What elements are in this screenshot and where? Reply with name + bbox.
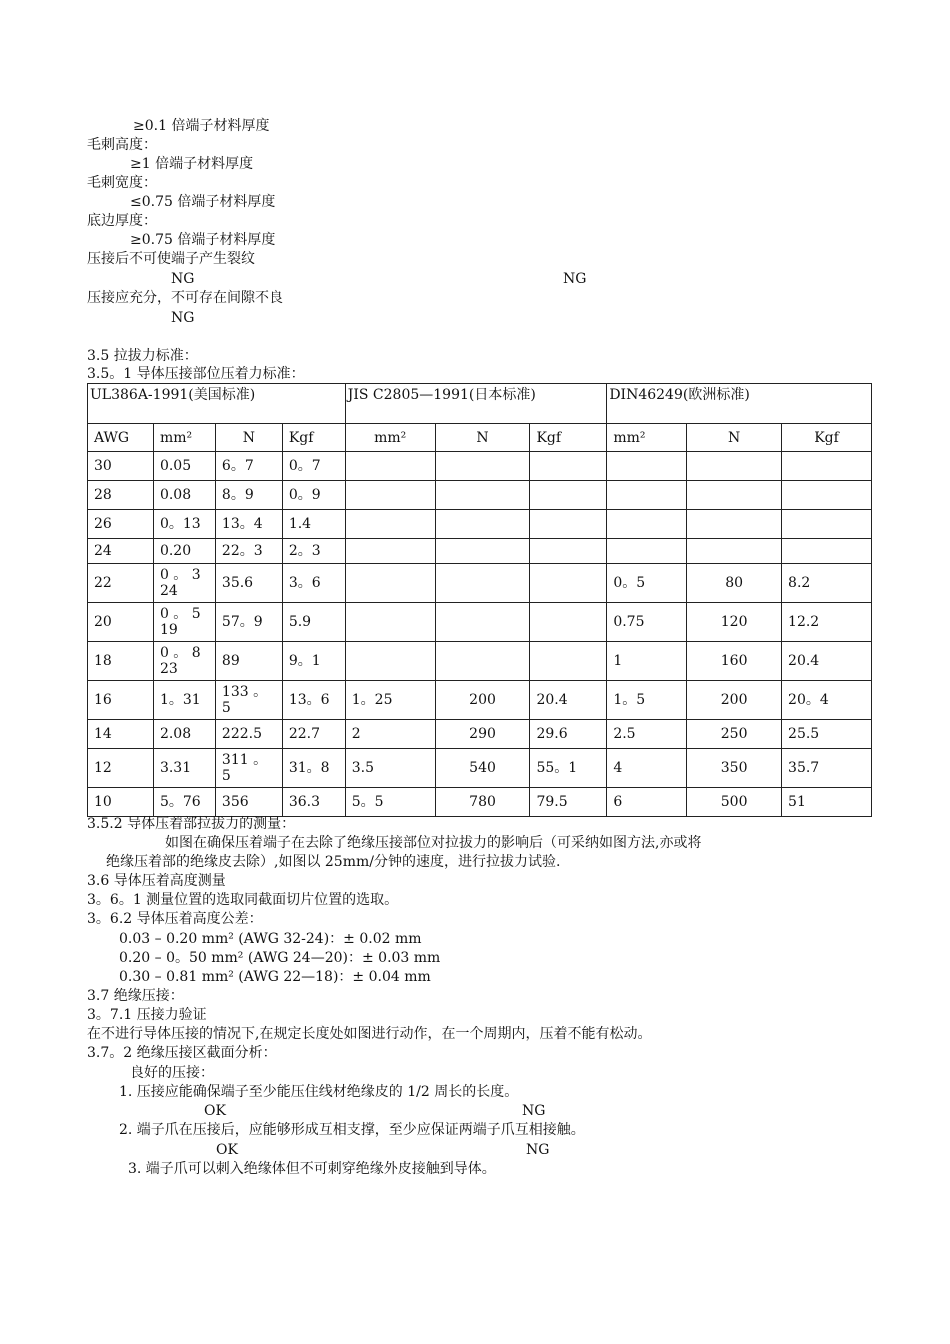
table-cell: 14 — [88, 720, 154, 749]
text-line: 在不进行导体压接的情况下,在规定长度处如图进行动作，在一个周期内，压着不能有松动。 — [87, 1026, 652, 1042]
text-line: ≥0.1 倍端子材料厚度 — [133, 118, 270, 134]
text-line: ≥0.75 倍端子材料厚度 — [130, 232, 276, 248]
table-cell — [782, 510, 872, 539]
table-cell: 3.31 — [153, 749, 215, 788]
table-cell: 20.4 — [530, 681, 607, 720]
column-header: N — [215, 424, 282, 452]
text-line: 压接应充分，不可存在间隙不良 — [87, 290, 283, 306]
table-cell: 500 — [687, 788, 782, 817]
table-cell: 1.4 — [282, 510, 345, 539]
column-header: AWG — [88, 424, 154, 452]
ng-label: NG — [563, 271, 587, 287]
table-cell: 35.6 — [215, 564, 282, 603]
table-cell: 0。5 — [607, 564, 687, 603]
section-heading: 3.6 导体压着高度测量 — [87, 873, 226, 889]
column-header: Kgf — [782, 424, 872, 452]
text-line: 底边厚度： — [87, 213, 157, 229]
table-cell: 1。5 — [607, 681, 687, 720]
table-cell — [435, 603, 530, 642]
table-cell — [782, 452, 872, 481]
list-item: 2. 端子爪在压接后，应能够形成互相支撑，至少应保证两端子爪互相接触。 — [119, 1122, 585, 1138]
table-cell: 200 — [687, 681, 782, 720]
table-cell — [607, 481, 687, 510]
table-cell: 57。9 — [215, 603, 282, 642]
table-cell: 4 — [607, 749, 687, 788]
table-cell: 16 — [88, 681, 154, 720]
table-cell — [687, 481, 782, 510]
table-cell — [345, 564, 435, 603]
standards-row — [88, 384, 872, 424]
header-row — [88, 424, 872, 452]
table-cell: 250 — [687, 720, 782, 749]
column-header: mm² — [153, 424, 215, 452]
table-cell: 22.7 — [282, 720, 345, 749]
table-cell: 0.05 — [153, 452, 215, 481]
list-item: 3. 端子爪可以刺入绝缘体但不可刺穿绝缘外皮接触到导体。 — [128, 1161, 496, 1177]
ng-label: NG — [526, 1142, 550, 1158]
text-line: 良好的压接： — [130, 1065, 214, 1081]
pull-force-table — [87, 383, 872, 817]
table-cell: 1。31 — [153, 681, 215, 720]
table-cell — [345, 452, 435, 481]
ng-label: NG — [171, 271, 195, 287]
table-cell: 160 — [687, 642, 782, 681]
table-cell: 12.2 — [782, 603, 872, 642]
tolerance-line: 0.03 – 0.20 mm² (AWG 32-24)：± 0.02 mm — [119, 931, 422, 947]
table-cell — [607, 510, 687, 539]
table-cell: 12 — [88, 749, 154, 788]
standard-din: DIN46249(欧洲标准) — [607, 384, 872, 424]
standard-ul: UL386A-1991(美国标准) — [88, 384, 346, 424]
table-cell: 0 。 324 — [153, 564, 215, 603]
table-cell: 2。3 — [282, 539, 345, 564]
table-cell: 13。4 — [215, 510, 282, 539]
table-cell: 25.5 — [782, 720, 872, 749]
table-cell — [607, 452, 687, 481]
table-row — [88, 510, 872, 539]
table-cell: 2.5 — [607, 720, 687, 749]
table-cell: 9。1 — [282, 642, 345, 681]
table-cell: 2 — [345, 720, 435, 749]
section-heading: 3.5。1 导体压接部位压着力标准： — [87, 366, 305, 382]
table-cell: 3。6 — [282, 564, 345, 603]
table-row — [88, 603, 872, 642]
table-cell: 55。1 — [530, 749, 607, 788]
table-cell: 5。5 — [345, 788, 435, 817]
table-cell: 6 — [607, 788, 687, 817]
table-cell — [345, 481, 435, 510]
table-cell — [345, 603, 435, 642]
table-cell: 28 — [88, 481, 154, 510]
column-header: mm² — [607, 424, 687, 452]
text-line: 毛刺宽度： — [87, 175, 157, 191]
text-line: 毛刺高度： — [87, 137, 157, 153]
table-cell: 0 。 823 — [153, 642, 215, 681]
table-cell — [782, 481, 872, 510]
table-cell: 8。9 — [215, 481, 282, 510]
table-cell — [435, 642, 530, 681]
table-cell — [530, 564, 607, 603]
table-cell — [345, 510, 435, 539]
table-cell: 31。8 — [282, 749, 345, 788]
text-line: 3。6。1 测量位置的选取同截面切片位置的选取。 — [87, 892, 399, 908]
ng-label: NG — [522, 1103, 546, 1119]
table-row — [88, 539, 872, 564]
table-cell — [435, 481, 530, 510]
table-cell — [607, 539, 687, 564]
table-cell: 780 — [435, 788, 530, 817]
ok-label: OK — [216, 1142, 238, 1158]
table-cell — [687, 539, 782, 564]
table-cell: 540 — [435, 749, 530, 788]
table-cell: 20.4 — [782, 642, 872, 681]
table-cell: 2.08 — [153, 720, 215, 749]
table-cell: 0。9 — [282, 481, 345, 510]
table-cell: 22。3 — [215, 539, 282, 564]
table-cell: 24 — [88, 539, 154, 564]
table-cell: 350 — [687, 749, 782, 788]
section-heading: 3.7 绝缘压接： — [87, 988, 184, 1004]
table-cell: 5。76 — [153, 788, 215, 817]
table-row — [88, 564, 872, 603]
table-cell — [435, 539, 530, 564]
table-cell: 0。7 — [282, 452, 345, 481]
section-heading: 3.5 拉拔力标准： — [87, 348, 198, 364]
table-cell: 35.7 — [782, 749, 872, 788]
table-cell: 3.5 — [345, 749, 435, 788]
table-cell: 18 — [88, 642, 154, 681]
table-cell: 1 — [607, 642, 687, 681]
table-cell: 29.6 — [530, 720, 607, 749]
table-cell — [530, 481, 607, 510]
table-cell: 51 — [782, 788, 872, 817]
table-cell: 0.75 — [607, 603, 687, 642]
table-cell: 120 — [687, 603, 782, 642]
table-cell — [782, 539, 872, 564]
table-cell — [530, 642, 607, 681]
text-line: 绝缘压着部的绝缘皮去除）,如图以 25mm/分钟的速度，进行拉拔力试验. — [106, 854, 561, 870]
text-line: 3。7.1 压接力验证 — [87, 1007, 207, 1023]
column-header: Kgf — [282, 424, 345, 452]
ok-label: OK — [204, 1103, 226, 1119]
text-line: 压接后不可使端子产生裂纹 — [87, 251, 255, 267]
column-header: N — [435, 424, 530, 452]
table-cell: 5.9 — [282, 603, 345, 642]
table-row — [88, 481, 872, 510]
table-cell: 133 。5 — [215, 681, 282, 720]
table-cell — [345, 539, 435, 564]
table-cell — [530, 510, 607, 539]
text-line: ≤0.75 倍端子材料厚度 — [130, 194, 276, 210]
text-line: 3.7。2 绝缘压接区截面分析： — [87, 1045, 277, 1061]
list-item: 1. 压接应能确保端子至少能压住线材绝缘皮的 1/2 周长的长度。 — [119, 1084, 519, 1100]
table-cell: 0。13 — [153, 510, 215, 539]
text-line: 3.5.2 导体压着部拉拔力的测量： — [87, 816, 296, 832]
table-cell: 79.5 — [530, 788, 607, 817]
column-header: N — [687, 424, 782, 452]
table-cell: 20 — [88, 603, 154, 642]
standard-jis: JIS C2805—1991(日本标准) — [345, 384, 607, 424]
table-cell — [435, 452, 530, 481]
column-header: mm² — [345, 424, 435, 452]
table-cell: 1。25 — [345, 681, 435, 720]
table-cell: 80 — [687, 564, 782, 603]
tolerance-line: 0.20 – 0。50 mm² (AWG 24—20)：± 0.03 mm — [119, 950, 441, 966]
table-row — [88, 788, 872, 817]
table-cell: 356 — [215, 788, 282, 817]
table-cell: 26 — [88, 510, 154, 539]
text-line: 如图在确保压着端子在去除了绝缘压接部位对拉拔力的影响后（可采纳如图方法,亦或将 — [165, 835, 702, 851]
table-cell: 311 。5 — [215, 749, 282, 788]
table-cell — [530, 539, 607, 564]
table-cell: 10 — [88, 788, 154, 817]
table-cell — [530, 452, 607, 481]
table-cell: 36.3 — [282, 788, 345, 817]
table-cell — [687, 510, 782, 539]
column-header: Kgf — [530, 424, 607, 452]
table-cell: 6。7 — [215, 452, 282, 481]
table-row — [88, 749, 872, 788]
table-cell — [435, 510, 530, 539]
table-cell: 30 — [88, 452, 154, 481]
text-line: ≥1 倍端子材料厚度 — [130, 156, 254, 172]
table-cell: 8.2 — [782, 564, 872, 603]
table-cell — [687, 452, 782, 481]
table-cell — [530, 603, 607, 642]
table-cell — [435, 564, 530, 603]
table-cell: 22 — [88, 564, 154, 603]
table-cell: 20。4 — [782, 681, 872, 720]
table-row — [88, 642, 872, 681]
table-cell: 89 — [215, 642, 282, 681]
table-cell — [345, 642, 435, 681]
table-row — [88, 452, 872, 481]
table-row — [88, 681, 872, 720]
table-cell: 0.20 — [153, 539, 215, 564]
table-cell: 0.08 — [153, 481, 215, 510]
table-cell: 13。6 — [282, 681, 345, 720]
table-cell: 0 。 519 — [153, 603, 215, 642]
ng-label: NG — [171, 310, 195, 326]
tolerance-line: 0.30 – 0.81 mm² (AWG 22—18)：± 0.04 mm — [119, 969, 431, 985]
table-cell: 200 — [435, 681, 530, 720]
table-cell: 222.5 — [215, 720, 282, 749]
table-row — [88, 720, 872, 749]
table-cell: 290 — [435, 720, 530, 749]
text-line: 3。6.2 导体压着高度公差： — [87, 911, 263, 927]
